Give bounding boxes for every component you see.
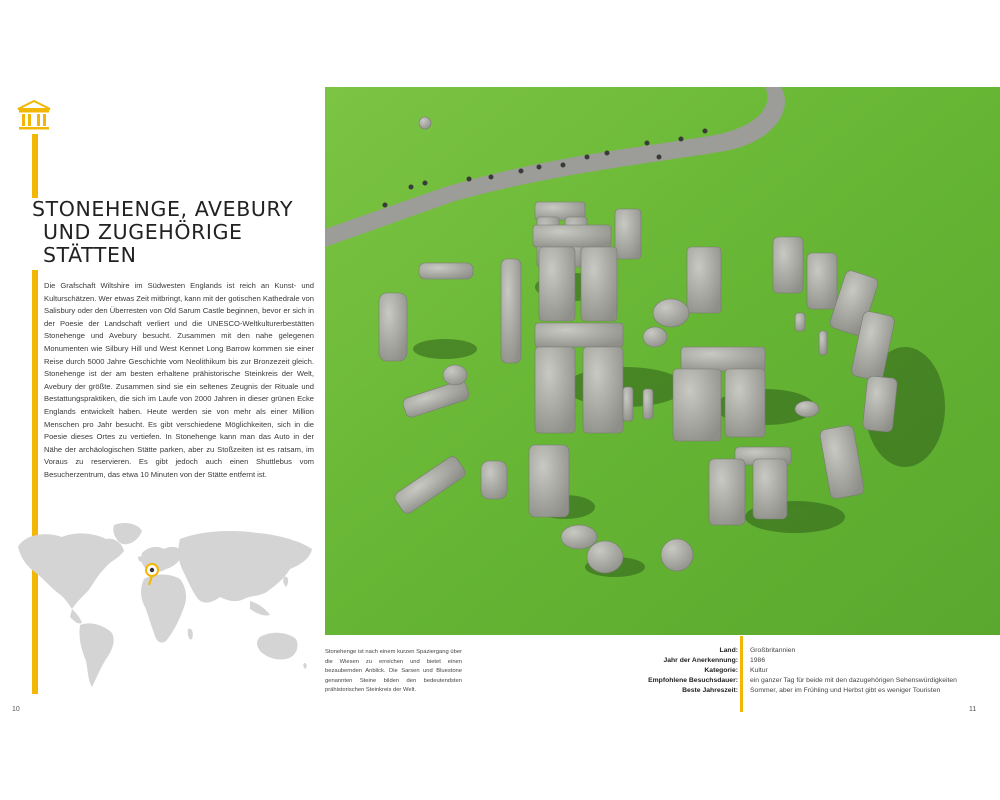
fact-row-country <box>560 647 1000 657</box>
fact-row-category <box>560 667 1000 677</box>
page-title <box>32 198 322 267</box>
fact-label: Beste Jahreszeit: <box>682 687 738 694</box>
fact-value: 1986 <box>750 657 766 664</box>
article-body: Die Grafschaft Wiltshire im Südwesten Englands ist reich an Kunst- und Kulturschätzen. Wer etwas Zeit mitbringt, kann mit der gotischen Kathedrale von Salisbury oder den Überresten von Old Sarum Castle beginnen, bevor er sich in der Poesie der Landschaft verliert und die UNESCO-Weltkulturerbestätten Stonehenge und Avebury besucht. Zusammen mit den nahe gelegenen Monumenten wie Silbury Hill und West Kennet Long Barrow kommen sie einer Reise durch 5000 Jahre Geschichte vom Neolithikum bis zur Bronzezeit gleich. Stonehenge ist der am besten erhaltene prähistorische Steinkreis der Welt, Avebury der größte. Zusammen sind sie ein seltenes Zeugnis der Rituale und Bestattungspraktiken, die sich im Laufe von 2000 Jahren in dieser grünen Ecke Englands entwickelt haben. Heute werden sie von mehr als einer Million Menschen pro Jahr besucht. Es gibt verschiedene Möglichkeiten, sich in die Poesie dieses Ortes zu vertiefen. In Stonehenge kann man das Auto in der Nähe der archäologischen Stätte parken, aber zu Stoßzeiten ist es ratsam, im Voraus zu reservieren. Es gibt jedoch auch einen Shuttlebus vom Besucherzentrum, das etwa 10 Minuten von der Stätte entfernt ist. <box>44 281 314 479</box>
fact-label: Kategorie: <box>704 667 738 674</box>
world-map <box>14 517 316 693</box>
page-number-right: 11 <box>969 706 977 713</box>
title-line-3: STÄTTEN <box>43 243 137 267</box>
stonehenge-aerial-photo <box>325 87 1000 635</box>
fact-value: Großbritannien <box>750 647 796 654</box>
photo-caption: Stonehenge ist nach einem kurzen Spaziergang über die Wiesen zu erreichen und bietet einen bezaubernden Anblick. Die Sarsen und Bluestone genannten Steine bilden den bedeutendsten prähistorischen Steinkreis der Welt. <box>325 649 462 694</box>
title-line-1: STONEHENGE, AVEBURY <box>32 197 294 221</box>
fact-label: Land: <box>719 647 738 654</box>
fact-row-season <box>560 687 1000 697</box>
fact-value: Sommer, aber im Frühling und Herbst gibt es weniger Touristen <box>750 687 941 694</box>
facts-accent-bar <box>740 636 743 712</box>
page-number-left: 10 <box>12 706 20 713</box>
fact-value: ein ganzer Tag für beide mit den dazugehörigen Sehenswürdigkeiten <box>750 677 957 684</box>
fact-row-duration <box>560 677 1000 687</box>
title-line-2: UND ZUGEHÖRIGE <box>43 220 243 244</box>
fact-value: Kultur <box>750 667 768 674</box>
fact-row-year <box>560 657 1000 667</box>
fact-label: Empfohlene Besuchsdauer: <box>648 677 738 684</box>
fact-label: Jahr der Anerkennung: <box>663 657 738 664</box>
temple-icon <box>16 100 52 132</box>
